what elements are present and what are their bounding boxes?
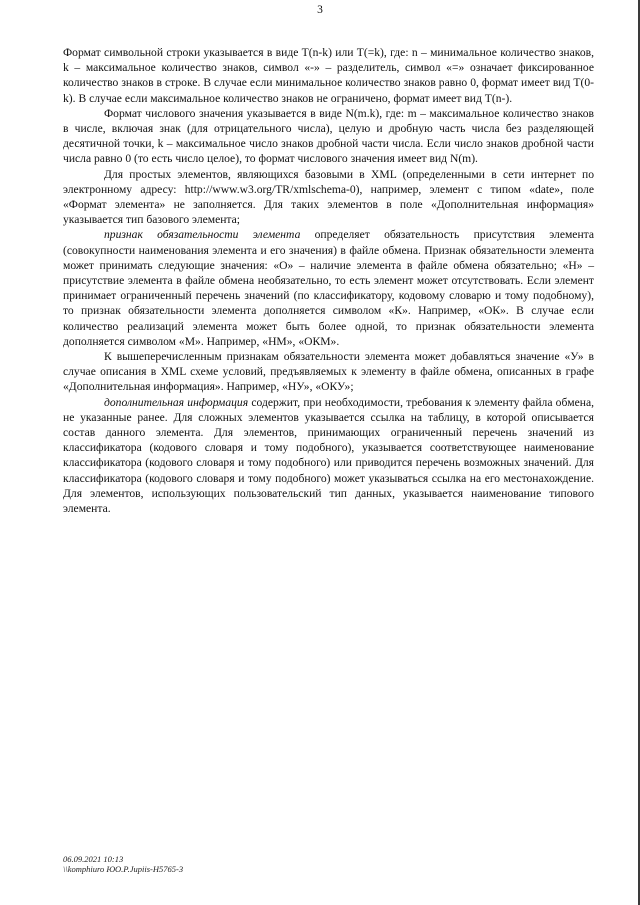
footer-date: 06.09.2021 10:13 xyxy=(63,854,124,864)
paragraph-string-format: Формат символьной строки указывается в виде T(n-k) или T(=k), где: n – минимальное количество знаков, k – максимальное количество знаков, символ «-» – разделитель, символ «=» означает фиксированное количество знаков в строке. В случае если минимальное количество знаков равно 0, формат имеет вид T(0-k). В случае если максимальное количество знаков не ограничено, формат имеет вид T(n-). xyxy=(63,46,594,105)
paragraph-number-format: Формат числового значения указывается в виде N(m.k), где: m – максимальное количество знаков в числе, включая знак (для отрицательного числа), целую и дробную часть числа без разделяющей десятичной точки, k – максимальное число знаков дробной части числа. Если число знаков дробной части числа равно 0 (то есть число целое), то формат числового значения имеет вид N(m). xyxy=(63,106,594,166)
footer-stamp xyxy=(63,854,183,874)
page-number: 3 xyxy=(317,4,323,16)
footer-path: \\komphiuro ЮО.Р.Jupiis-H5765-3 xyxy=(63,864,184,874)
paragraph-required-flag xyxy=(63,227,594,349)
required-flag-description: определяет обязательность присутствия элемента (совокупности наименования элемента и его значения) в файле обмена. Признак обязательности элемента может принимать следующие значения: «О» – наличие элемента в файле обмена обязательно; «Н» – присутствие элемента в файле обмена необязательно, то есть элемент может отсутствовать. Если элемент принимает ограниченный перечень значений (по классификатору, кодовому словарю и тому подобному), то признак обязательности элемента дополняется символом «К». Например, «ОК». В случае если количество реализаций элемента может быть более одной, то признак обязательности элемента дополняется символом «М». Например, «НМ», «ОКМ». xyxy=(63,228,595,348)
term-required-flag: признак обязательности элемента xyxy=(104,228,301,242)
paragraph-conditional-flag: К вышеперечисленным признакам обязательности элемента может добавляться значение «У» в случае описания в XML схеме условий, предъявляемых к элементу в файле обмена, описанных в графе «Дополнительная информация». Например, «НУ», «ОКУ»; xyxy=(63,350,594,394)
paragraph-simple-elements: Для простых элементов, являющихся базовыми в XML (определенными в сети интернет по электронному адресу: http://www.w3.org/TR/xmlschema-0), например, элемент с типом «date», поле «Формат элемента» не заполняется. Для таких элементов в поле «Дополнительная информация» указывается тип базового элемента; xyxy=(63,167,594,227)
additional-info-description: содержит, при необходимости, требования к элементу файла обмена, не указанные ранее. Для сложных элементов указывается ссылка на таблицу, в которой описывается состав данного элемента. Для элементов, принимающих ограниченный перечень значений из классификатора (кодового словаря и тому подобного), указывается соответствующее наименование классификатора (кодового словаря и тому подобного) или приводится перечень возможных значений. Для классификатора (кодового словаря и тому подобного) может указываться ссылка на его местонахождение. Для элементов, использующих пользовательский тип данных, указывается наименование типового элемента. xyxy=(63,395,594,516)
body-text xyxy=(63,45,594,516)
paragraph-additional-info xyxy=(63,395,594,517)
term-additional-info: дополнительная информация xyxy=(104,395,249,409)
